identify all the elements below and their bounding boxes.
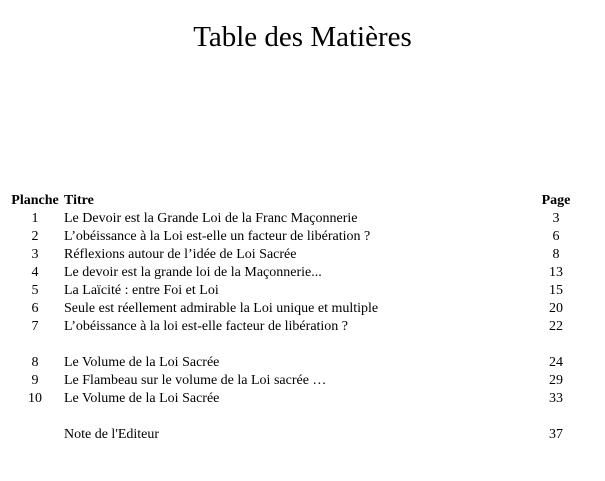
- page-number: 8: [552, 247, 560, 262]
- planche-number: 7: [31, 319, 39, 334]
- table-row: [6, 318, 576, 336]
- page-number: 37: [549, 427, 563, 442]
- planche-number: 5: [31, 283, 39, 298]
- entry-title: Seule est réellement admirable la Loi unique et multiple: [64, 301, 379, 316]
- planche-number: 2: [31, 229, 39, 244]
- page-number: 6: [552, 229, 560, 244]
- entry-title: Le devoir est la grande loi de la Maçonnerie...: [64, 265, 322, 280]
- spacer-row: [6, 408, 576, 426]
- page-number: 29: [549, 373, 563, 388]
- header-page: Page: [541, 193, 571, 208]
- planche-number: 4: [31, 265, 39, 280]
- page-number: 33: [549, 391, 563, 406]
- planche-number: 6: [31, 301, 39, 316]
- entry-title: Le Volume de la Loi Sacrée: [64, 355, 220, 370]
- page-title: Table des Matières: [193, 21, 412, 53]
- note-title: Note de l'Editeur: [64, 427, 160, 442]
- page-number: 15: [549, 283, 563, 298]
- entry-title: L’obéissance à la Loi est-elle un facteur de libération ?: [64, 229, 371, 244]
- header-planche: Planche: [11, 193, 59, 208]
- spacer-row: [6, 336, 576, 354]
- table-row: [6, 390, 576, 408]
- page-number: 20: [549, 301, 563, 316]
- page-number: 3: [552, 211, 560, 226]
- table-of-contents: [6, 192, 576, 444]
- header-titre: Titre: [64, 193, 94, 208]
- table-row: [6, 300, 576, 318]
- planche-number: 9: [31, 373, 39, 388]
- table-row: [6, 210, 576, 228]
- page-number: 13: [549, 265, 563, 280]
- table-row: [6, 264, 576, 282]
- entry-title: Réflexions autour de l’idée de Loi Sacrée: [64, 247, 297, 262]
- table-row: [6, 246, 576, 264]
- table-row: [6, 228, 576, 246]
- planche-number: 8: [31, 355, 39, 370]
- table-row: [6, 426, 576, 444]
- entry-title: L’obéissance à la loi est-elle facteur de libération ?: [64, 319, 349, 334]
- planche-number: 3: [31, 247, 39, 262]
- entry-title: Le Devoir est la Grande Loi de la Franc Maçonnerie: [64, 211, 358, 226]
- header-row: [6, 192, 576, 210]
- table-row: [6, 282, 576, 300]
- table-row: [6, 372, 576, 390]
- page-number: 24: [549, 355, 563, 370]
- entry-title: Le Flambeau sur le volume de la Loi sacrée …: [64, 373, 327, 388]
- entry-title: La Laïcité : entre Foi et Loi: [64, 283, 219, 298]
- planche-number: 10: [28, 391, 42, 406]
- page-number: 22: [549, 319, 563, 334]
- planche-number-empty: [6, 426, 64, 444]
- table-row: [6, 354, 576, 372]
- planche-number: 1: [31, 211, 39, 226]
- entry-title: Le Volume de la Loi Sacrée: [64, 391, 220, 406]
